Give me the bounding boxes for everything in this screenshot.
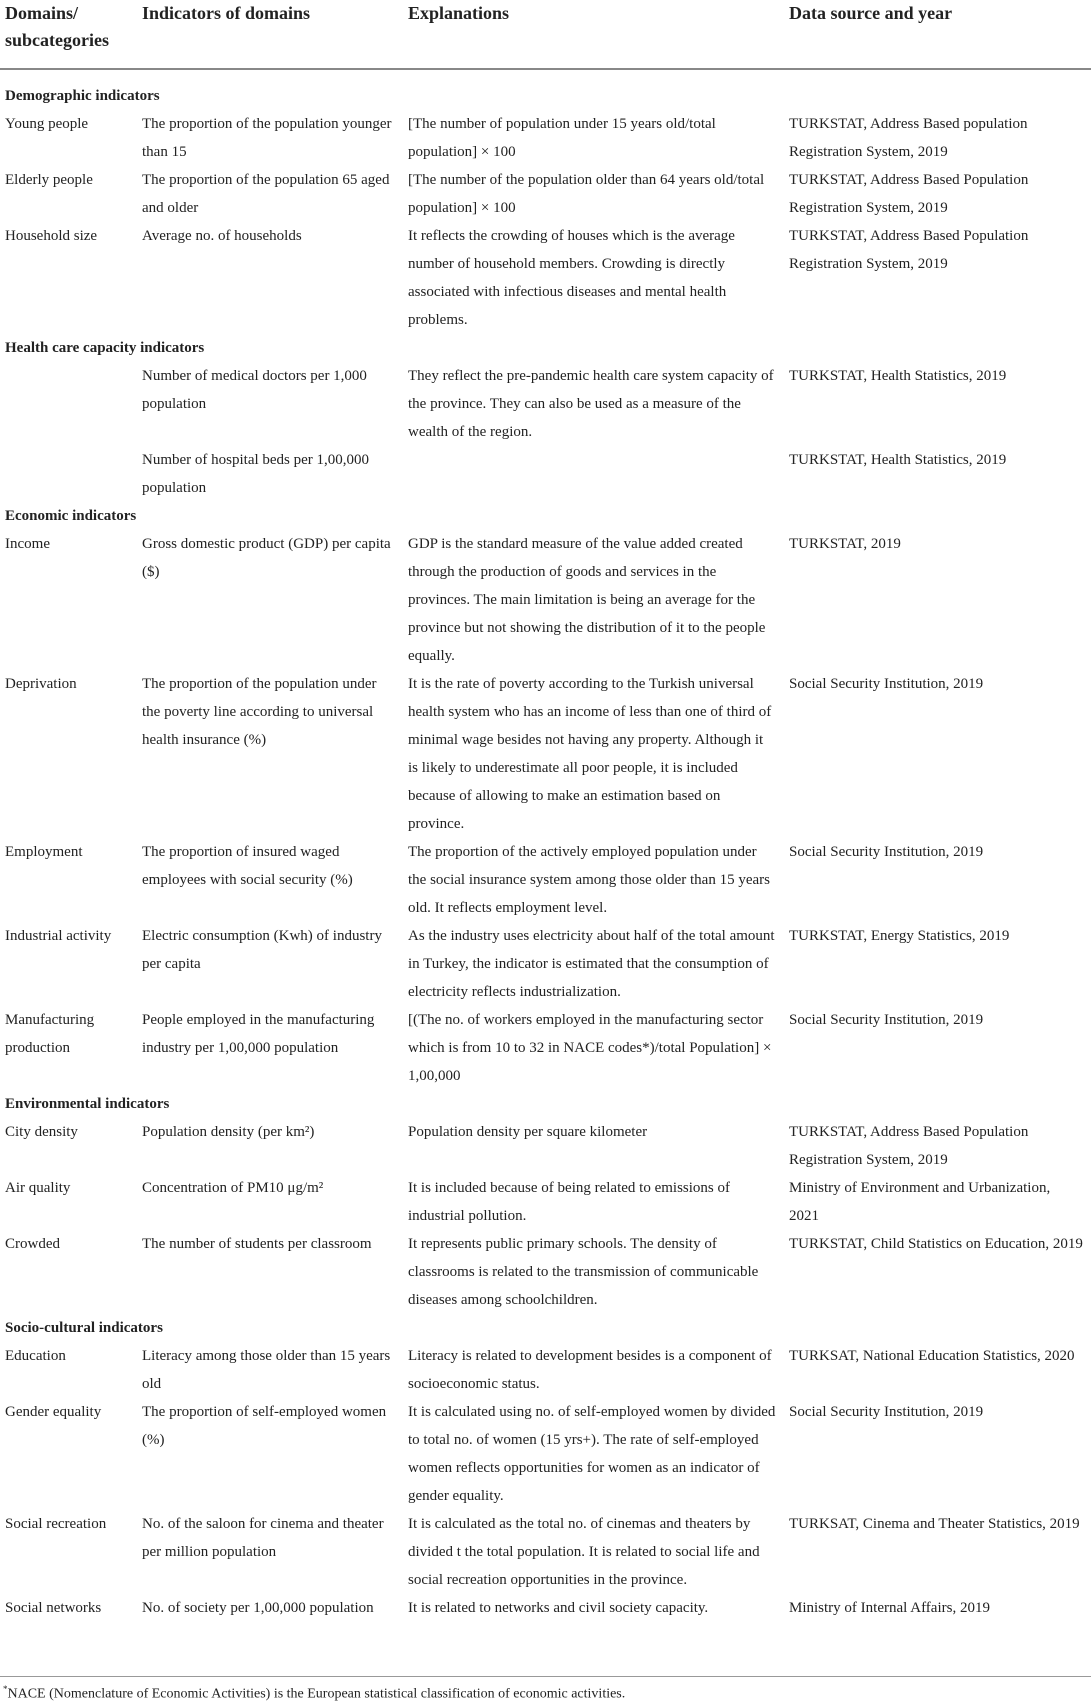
indicator-cell: People employed in the manufacturing industry per 1,00,000 population [142, 1012, 375, 1056]
section-row [0, 502, 1091, 530]
footnote-text: NACE (Nomenclature of Economic Activities) is the European statistical classification of economic activities. [7, 1686, 626, 1702]
explanation-cell: GDP is the standard measure of the value added created through the production of goods and services in the provinces. The main limitation is being an average for the province but not showing the distribution of it to the people equally. [408, 536, 766, 664]
table-body [0, 69, 1091, 1622]
explanation-cell: It reflects the crowding of houses which is the average number of household members. Crowding is directly associated with infectious diseases and mental health problems. [408, 228, 735, 328]
explanation-cell: It is related to networks and civil society capacity. [408, 1600, 709, 1616]
domain-cell: Social recreation [5, 1516, 107, 1532]
domain-cell: Industrial activity [5, 928, 112, 944]
header-explanations: Explanations [408, 3, 510, 23]
header-domains: Domains/ subcategories [5, 3, 109, 50]
table-row [0, 1510, 1091, 1594]
domain-cell: City density [5, 1124, 78, 1140]
table-row [0, 110, 1091, 166]
indicator-cell: Number of hospital beds per 1,00,000 population [142, 452, 370, 496]
domain-cell: Elderly people [5, 172, 93, 188]
table-row [0, 1342, 1091, 1398]
source-cell: TURKSTAT, Address Based Population Registration System, 2019 [789, 1124, 1029, 1168]
source-cell: TURKSTAT, Health Statistics, 2019 [789, 452, 1007, 468]
section-row [0, 334, 1091, 362]
table-row [0, 1006, 1091, 1090]
domain-cell [0, 362, 137, 446]
source-cell: TURKSTAT, Child Statistics on Education, 2019 [789, 1236, 1083, 1252]
indicator-cell: The number of students per classroom [142, 1236, 372, 1252]
domain-cell: Household size [5, 228, 98, 244]
indicator-cell: The proportion of self-employed women (%) [142, 1404, 387, 1448]
indicator-cell: The proportion of the population under the poverty line according to universal health insurance (%) [142, 676, 377, 748]
source-cell: Ministry of Environment and Urbanization, 2021 [789, 1180, 1051, 1224]
explanation-cell: Literacy is related to development besides is a component of socioeconomic status. [408, 1348, 772, 1392]
explanation-cell: It is the rate of poverty according to the Turkish universal health system who has an income of less than one of third of minimal wage besides not having any property. Although it is likely to underestimate all poor people, it is included because of allowing to make an estimation based on province. [408, 676, 772, 832]
domain-cell: Income [5, 536, 50, 552]
explanation-cell: They reflect the pre-pandemic health care system capacity of the province. They can also be used as a measure of the wealth of the region. [408, 368, 774, 440]
indicator-cell: Number of medical doctors per 1,000 population [142, 368, 367, 412]
domain-cell: Crowded [5, 1236, 60, 1252]
explanation-cell: It represents public primary schools. The density of classrooms is related to the transmission of communicable diseases among schoolchildren. [408, 1236, 759, 1308]
source-cell: TURKSAT, Cinema and Theater Statistics, 2019 [789, 1516, 1080, 1532]
domain-cell [0, 446, 137, 502]
section-row [0, 1090, 1091, 1118]
domain-cell: Deprivation [5, 676, 77, 692]
domain-cell: Social networks [5, 1600, 102, 1616]
explanation-cell [403, 446, 784, 502]
indicator-cell: Literacy among those older than 15 years old [142, 1348, 391, 1392]
indicator-cell: Population density (per km²) [142, 1124, 315, 1140]
domain-cell: Employment [5, 844, 83, 860]
section-title: Demographic indicators [5, 88, 160, 104]
source-cell: TURKSTAT, 2019 [789, 536, 901, 552]
table-row [0, 530, 1091, 670]
indicator-cell: No. of society per 1,00,000 population [142, 1600, 374, 1616]
explanation-cell: It is calculated as the total no. of cinemas and theaters by divided t the total population. It is related to social life and social recreation opportunities in the province. [408, 1516, 760, 1588]
explanation-cell: It is included because of being related to emissions of industrial pollution. [408, 1180, 730, 1224]
domain-cell: Education [5, 1348, 66, 1364]
explanation-cell: [The number of the population older than 64 years old/total population] × 100 [408, 172, 765, 216]
source-cell: TURKSTAT, Health Statistics, 2019 [789, 368, 1007, 384]
source-cell: TURKSTAT, Energy Statistics, 2019 [789, 928, 1010, 944]
source-cell: TURKSTAT, Address Based Population Registration System, 2019 [789, 172, 1029, 216]
table-row [0, 446, 1091, 502]
section-title: Economic indicators [5, 508, 137, 524]
footnote-divider [0, 1676, 1091, 1677]
table-row [0, 166, 1091, 222]
explanation-cell: The proportion of the actively employed population under the social insurance system among those older than 15 years old. It reflects employment level. [408, 844, 770, 916]
section-row [0, 1314, 1091, 1342]
source-cell: Social Security Institution, 2019 [789, 844, 984, 860]
domain-cell: Air quality [5, 1180, 71, 1196]
footnote-mark: * [3, 1684, 8, 1694]
table-row [0, 1230, 1091, 1314]
explanation-cell: It is calculated using no. of self-employed women by divided to total no. of women (15 yrs+). The rate of self-employed women reflects opportunities for women as an indicator of gender equality. [408, 1404, 776, 1504]
source-cell: Ministry of Internal Affairs, 2019 [789, 1600, 990, 1616]
indicator-cell: Electric consumption (Kwh) of industry per capita [142, 928, 382, 972]
section-title: Environmental indicators [5, 1096, 170, 1112]
source-cell: TURKSTAT, Address Based population Registration System, 2019 [789, 116, 1028, 160]
table-row [0, 1174, 1091, 1230]
indicator-cell: The proportion of the population younger than 15 [142, 116, 392, 160]
table-row [0, 838, 1091, 922]
table-header [0, 0, 1091, 69]
source-cell: TURKSAT, National Education Statistics, 2020 [789, 1348, 1075, 1364]
indicator-cell: The proportion of insured waged employees with social security (%) [142, 844, 353, 888]
explanation-cell: Population density per square kilometer [408, 1124, 648, 1140]
indicator-cell: Gross domestic product (GDP) per capita ($) [142, 536, 391, 580]
table-row [0, 670, 1091, 838]
header-row [0, 0, 1091, 69]
indicator-cell: Concentration of PM10 μg/m² [142, 1180, 324, 1196]
domain-cell: Manufacturing production [5, 1012, 95, 1056]
table-row [0, 922, 1091, 1006]
table-row [0, 1594, 1091, 1622]
explanation-cell: As the industry uses electricity about half of the total amount in Turkey, the indicator is estimated that the consumption of electricity reflects industrialization. [408, 928, 775, 1000]
source-cell: Social Security Institution, 2019 [789, 1404, 984, 1420]
explanation-cell: [The number of population under 15 years old/total population] × 100 [408, 116, 716, 160]
section-row [0, 69, 1091, 110]
table-row [0, 222, 1091, 334]
table-row [0, 1118, 1091, 1174]
table-row [0, 1398, 1091, 1510]
domain-cell: Gender equality [5, 1404, 102, 1420]
section-title: Socio-cultural indicators [5, 1320, 163, 1336]
section-title: Health care capacity indicators [5, 340, 205, 356]
indicator-cell: No. of the saloon for cinema and theater per million population [142, 1516, 384, 1560]
indicator-cell: The proportion of the population 65 aged and older [142, 172, 390, 216]
footnote [3, 1680, 1088, 1704]
domain-cell: Young people [5, 116, 89, 132]
explanation-cell: [(The no. of workers employed in the manufacturing sector which is from 10 to 32 in NACE codes*)/total Population] × 1,00,000 [408, 1012, 772, 1084]
header-data-source: Data source and year [789, 3, 953, 23]
source-cell: Social Security Institution, 2019 [789, 1012, 984, 1028]
table-row [0, 362, 1091, 446]
header-indicators: Indicators of domains [142, 3, 311, 23]
source-cell: TURKSTAT, Address Based Population Registration System, 2019 [789, 228, 1029, 272]
indicator-cell: Average no. of households [142, 228, 302, 244]
source-cell: Social Security Institution, 2019 [789, 676, 984, 692]
